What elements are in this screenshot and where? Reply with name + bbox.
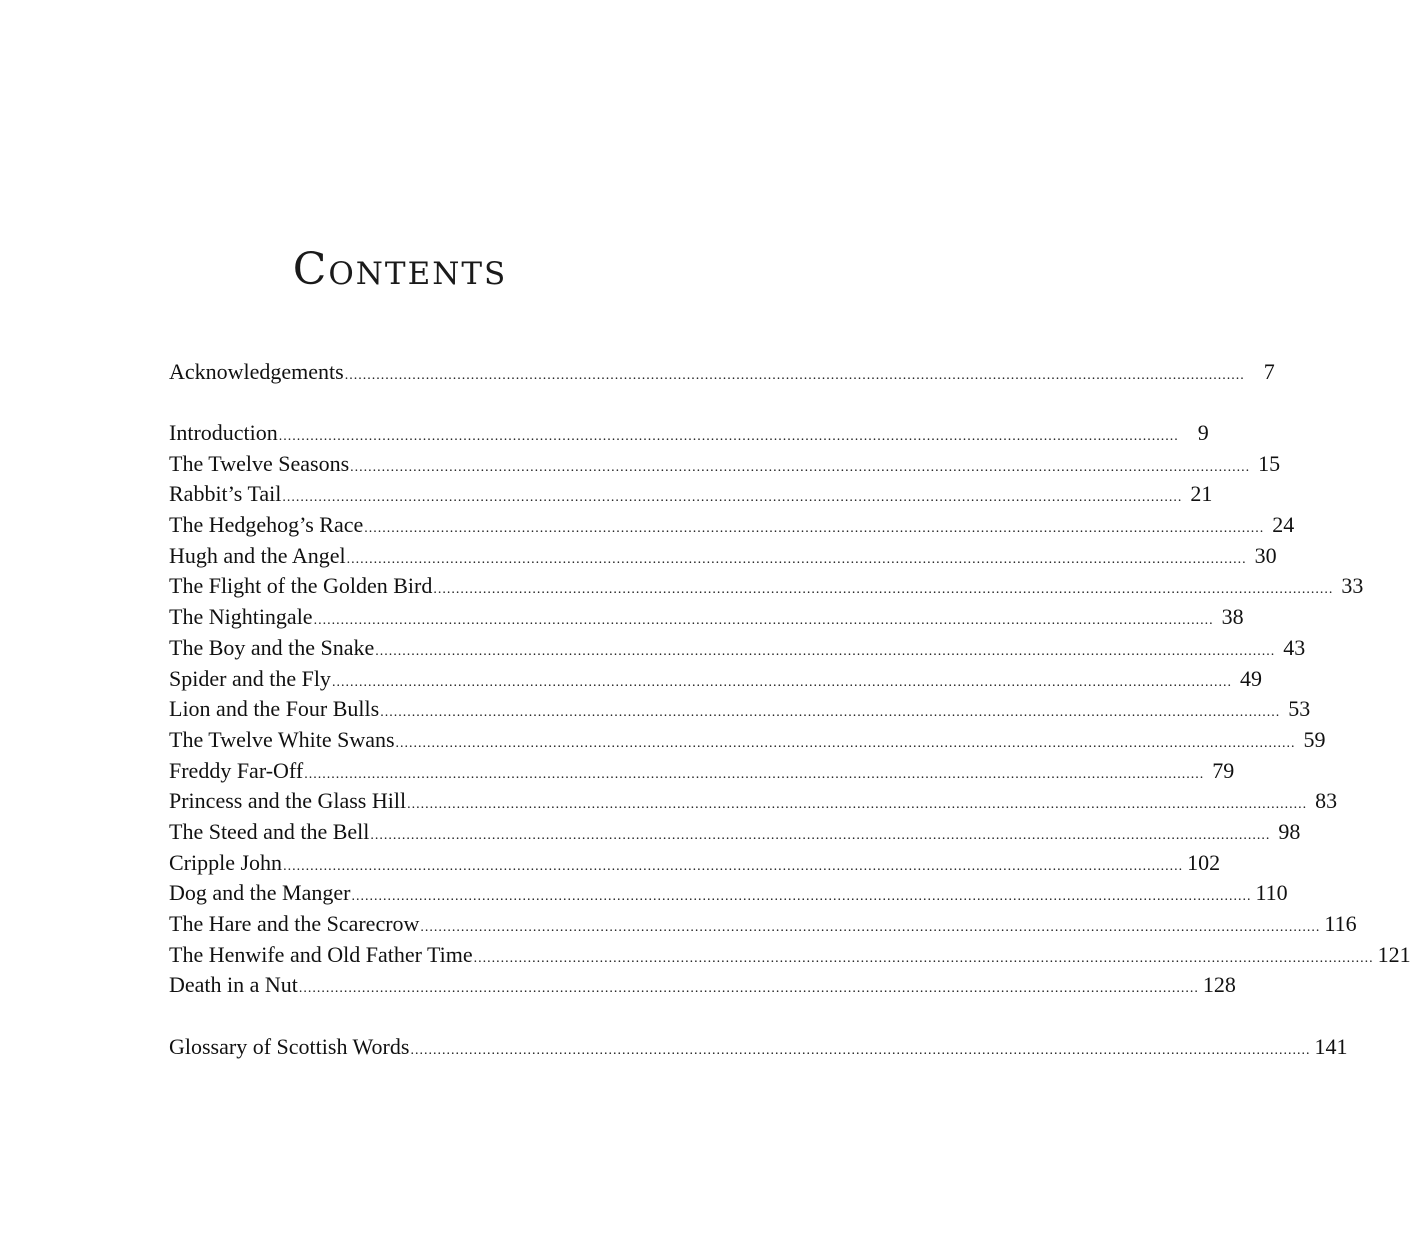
dot-leader: ........................................................................................................................................................................................................ <box>473 950 1374 966</box>
dot-leader: ........................................................................................................................................................................................................ <box>278 429 1179 444</box>
toc-entry <box>169 848 1221 879</box>
toc-entry-page: 30 <box>1254 542 1277 568</box>
toc-entry-label: Hugh and the Angel <box>169 542 346 568</box>
toc-entry-page: 33 <box>1341 573 1364 599</box>
dot-leader: ........................................................................................................................................................................................................ <box>344 368 1245 383</box>
toc-entry <box>169 418 1209 449</box>
toc-entry-page: 128 <box>1202 972 1236 998</box>
toc-entry-label: The Nightingale <box>169 604 313 630</box>
toc-entry-page: 110 <box>1255 880 1288 906</box>
toc-acknowledgements-section <box>169 357 1275 388</box>
toc-entry-page: 59 <box>1303 726 1326 752</box>
toc-entry-label: The Twelve Seasons <box>169 450 350 476</box>
toc-entry-page: 38 <box>1221 604 1244 630</box>
toc-entry-page: 24 <box>1272 512 1295 538</box>
toc-glossary-section <box>169 1032 1348 1063</box>
toc-stories-section <box>169 418 1411 1001</box>
toc-entry <box>169 878 1288 909</box>
dot-leader: ........................................................................................................................................................................................................ <box>375 643 1276 659</box>
toc-entry-page: 49 <box>1239 665 1262 691</box>
toc-entry-label: The Hedgehog’s Race <box>169 512 364 538</box>
toc-entry-label: The Henwife and Old Father Time <box>169 941 473 967</box>
toc-entry-label: Lion and the Four Bulls <box>169 696 380 722</box>
toc-entry <box>169 786 1338 817</box>
toc-entry-label: The Steed and the Bell <box>169 818 370 844</box>
dot-leader: ........................................................................................................................................................................................................ <box>282 490 1183 506</box>
dot-leader: ........................................................................................................................................................................................................ <box>407 797 1308 813</box>
toc-entry-label: The Flight of the Golden Bird <box>169 573 433 599</box>
dot-leader: ........................................................................................................................................................................................................ <box>304 766 1205 782</box>
dot-leader: ........................................................................................................................................................................................................ <box>283 858 1184 874</box>
toc-entry-page: 83 <box>1315 788 1338 814</box>
dot-leader: ........................................................................................................................................................................................................ <box>350 459 1251 475</box>
page-title: Contents <box>292 244 508 295</box>
dot-leader: ........................................................................................................................................................................................................ <box>433 582 1334 598</box>
dot-leader: ........................................................................................................................................................................................................ <box>331 674 1232 690</box>
toc-entry <box>169 664 1262 695</box>
toc-entry-label: Cripple John <box>169 849 283 875</box>
toc-entry <box>169 571 1364 602</box>
toc-entry <box>169 602 1244 633</box>
dot-leader: ........................................................................................................................................................................................................ <box>380 705 1281 721</box>
dot-leader: ........................................................................................................................................................................................................ <box>298 981 1199 997</box>
toc-entry-page: 15 <box>1258 450 1281 476</box>
toc-entry <box>169 357 1275 388</box>
toc-entry <box>169 449 1281 480</box>
toc-entry <box>169 817 1301 848</box>
toc-entry <box>169 940 1411 971</box>
toc-entry-page: 102 <box>1187 849 1221 875</box>
toc-entry <box>169 510 1295 541</box>
toc-entry-page: 9 <box>1197 420 1209 445</box>
toc-entry-page: 43 <box>1283 634 1306 660</box>
dot-leader: ........................................................................................................................................................................................................ <box>410 1043 1311 1058</box>
toc-entry <box>169 633 1306 664</box>
toc-entry <box>169 541 1277 572</box>
toc-entry-label: The Hare and the Scarecrow <box>169 911 420 936</box>
toc-entry-label: Freddy Far-Off <box>169 757 304 783</box>
dot-leader: ........................................................................................................................................................................................................ <box>351 889 1252 905</box>
toc-entry-label: Rabbit’s Tail <box>169 481 282 507</box>
toc-entry-label: Acknowledgements <box>169 359 344 384</box>
toc-entry <box>169 909 1357 940</box>
toc-entry-page: 53 <box>1288 696 1311 722</box>
toc-entry-page: 21 <box>1190 481 1213 507</box>
toc-entry-label: Death in a Nut <box>169 972 298 998</box>
dot-leader: ........................................................................................................................................................................................................ <box>364 521 1265 537</box>
toc-entry-label: The Twelve White Swans <box>169 726 395 752</box>
toc-entry-page: 79 <box>1212 757 1235 783</box>
toc-entry <box>169 756 1235 787</box>
toc-entry-label: Glossary of Scottish Words <box>169 1034 410 1059</box>
dot-leader: ........................................................................................................................................................................................................ <box>370 827 1271 843</box>
toc-entry-page: 98 <box>1278 818 1301 844</box>
toc-entry <box>169 970 1236 1001</box>
dot-leader: ........................................................................................................................................................................................................ <box>395 735 1296 751</box>
toc-entry-page: 141 <box>1314 1034 1348 1059</box>
dot-leader: ........................................................................................................................................................................................................ <box>346 551 1247 567</box>
toc-entry-page: 121 <box>1377 941 1411 967</box>
dot-leader: ........................................................................................................................................................................................................ <box>313 613 1214 629</box>
toc-entry <box>169 1032 1348 1063</box>
toc-entry-label: The Boy and the Snake <box>169 634 375 660</box>
toc-entry-label: Introduction <box>169 420 278 445</box>
toc-entry-page: 116 <box>1324 911 1357 936</box>
toc-entry-label: Dog and the Manger <box>169 880 351 906</box>
toc-entry-label: Spider and the Fly <box>169 665 331 691</box>
dot-leader: ........................................................................................................................................................................................................ <box>420 920 1321 935</box>
toc-entry <box>169 479 1213 510</box>
toc-entry <box>169 725 1326 756</box>
toc-entry-page: 7 <box>1263 359 1275 384</box>
toc-entry-label: Princess and the Glass Hill <box>169 788 407 814</box>
toc-entry <box>169 694 1311 725</box>
